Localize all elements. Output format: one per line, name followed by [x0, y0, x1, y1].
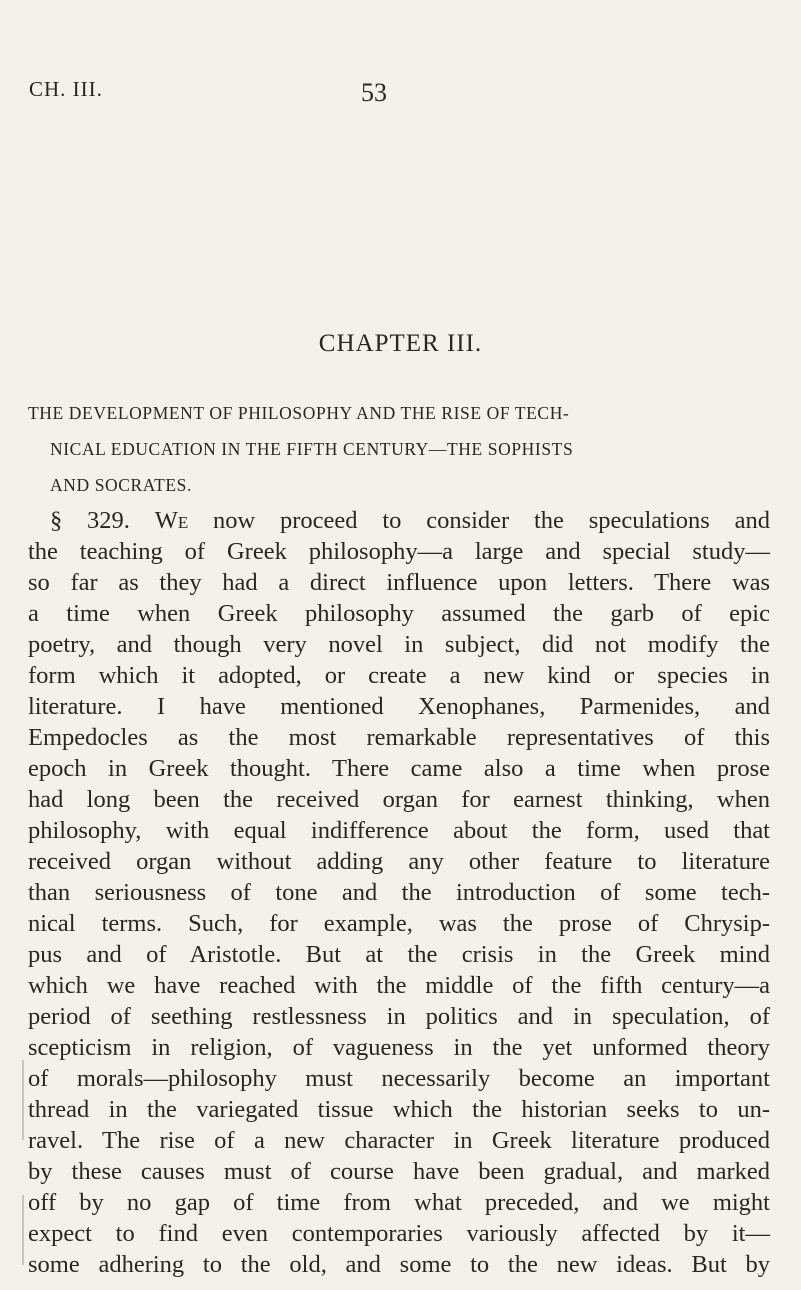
- text-line: than seriousness of tone and the introduction of some tech-: [28, 879, 770, 906]
- paragraph-first-line: [28, 505, 770, 536]
- text-line: nical terms. Such, for example, was the prose of Chrysip-: [28, 910, 770, 937]
- margin-mark: [22, 1060, 24, 1140]
- text-line: epoch in Greek thought. There came also a time when prose: [28, 755, 770, 782]
- subtitle-line: THE DEVELOPMENT OF PHILOSOPHY AND THE RISE OF TECH-: [28, 403, 570, 423]
- subtitle-line: AND SOCRATES.: [50, 475, 192, 495]
- text-line: Empedocles as the most remarkable representatives of this: [28, 724, 770, 751]
- text-line: expect to find even contemporaries variously affected by it—: [28, 1220, 770, 1247]
- text-line: period of seething restlessness in politics and in speculation, of: [28, 1003, 770, 1030]
- margin-mark: [22, 1195, 24, 1265]
- chapter-title: CHAPTER III.: [318, 330, 483, 357]
- text-line: received organ without adding any other feature to literature: [28, 848, 770, 875]
- text-line: a time when Greek philosophy assumed the garb of epic: [28, 600, 770, 627]
- running-head-chapter: CH. III.: [29, 77, 103, 101]
- text-line: pus and of Aristotle. But at the crisis in the Greek mind: [28, 941, 770, 968]
- text-line: had long been the received organ for earnest thinking, when: [28, 786, 770, 813]
- first-line-text: now proceed to consider the speculations and: [213, 507, 770, 534]
- text-line: which we have reached with the middle of the fifth century—a: [28, 972, 770, 999]
- text-line: literature. I have mentioned Xenophanes, Parmenides, and: [28, 693, 770, 720]
- text-line: off by no gap of time from what preceded, and we might: [28, 1189, 770, 1216]
- text-line: some adhering to the old, and some to the new ideas. But by: [28, 1251, 770, 1278]
- text-line: by these causes must of course have been gradual, and marked: [28, 1158, 770, 1185]
- text-line: so far as they had a direct influence upon letters. There was: [28, 569, 770, 596]
- text-line: the teaching of Greek philosophy—a large and special study—: [28, 538, 770, 565]
- text-line: poetry, and though very novel in subject, did not modify the: [28, 631, 770, 658]
- first-word: We: [154, 507, 189, 534]
- chapter-subtitle: [28, 395, 768, 503]
- body-paragraph: [28, 505, 770, 1280]
- section-mark: § 329.: [50, 507, 130, 534]
- text-line: ravel. The rise of a new character in Greek literature produced: [28, 1127, 770, 1154]
- text-line: thread in the variegated tissue which the historian seeks to un-: [28, 1096, 770, 1123]
- text-line: of morals—philosophy must necessarily become an important: [28, 1065, 770, 1092]
- text-line: form which it adopted, or create a new kind or species in: [28, 662, 770, 689]
- page-number: 53: [361, 78, 387, 107]
- text-line: philosophy, with equal indifference about the form, used that: [28, 817, 770, 844]
- text-line: scepticism in religion, of vagueness in the yet unformed theory: [28, 1034, 770, 1061]
- subtitle-line: NICAL EDUCATION IN THE FIFTH CENTURY—THE SOPHISTS: [50, 439, 574, 459]
